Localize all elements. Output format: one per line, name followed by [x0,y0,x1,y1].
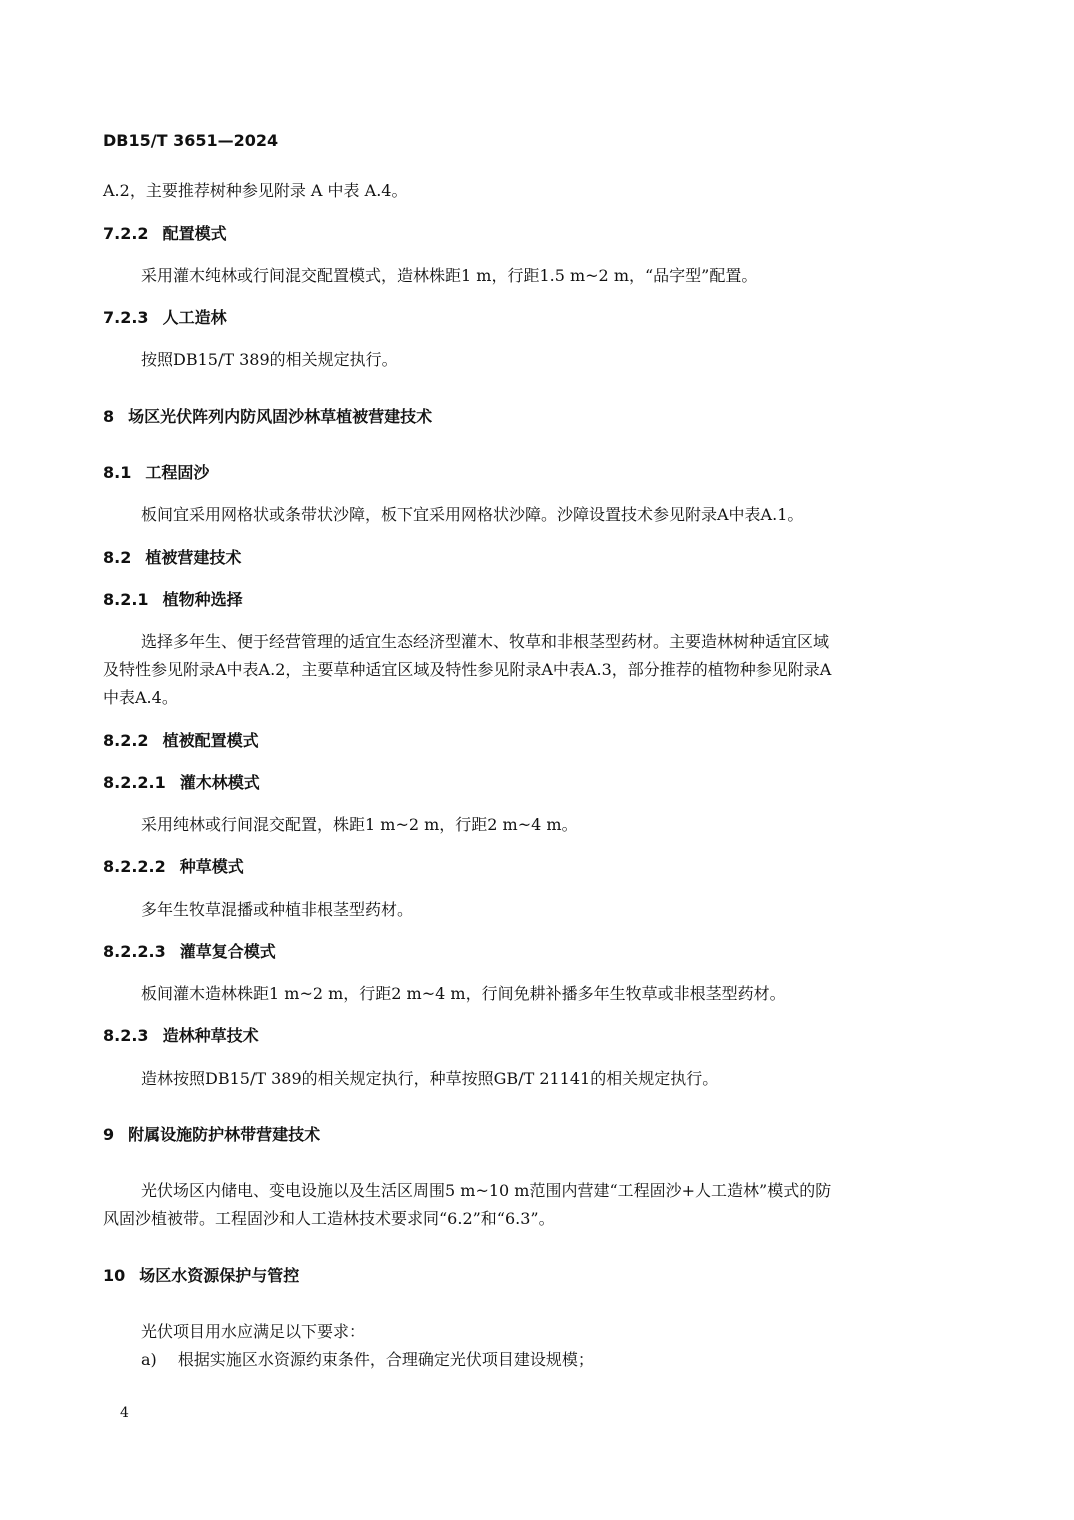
heading-number: 8.2.2.2 [103,857,166,876]
paragraph-8-2-1-line-2: 及特性参见附录A中表A.2，主要草种适宜区域及特性参见附录A中表A.3，部分推荐的植物种参见附录A [103,660,832,679]
heading-number: 10 [103,1266,126,1285]
paragraph-10: 光伏项目用水应满足以下要求： [141,1322,366,1341]
paragraph-7-2-2: 采用灌木纯林或行间混交配置模式，造林株距1 m，行距1.5 m~2 m，“品字型”配置。 [141,266,758,285]
heading-text: 场区水资源保护与管控 [139,1266,300,1285]
heading-number: 7.2.2 [103,224,149,243]
heading-text: 人工造林 [162,308,227,327]
heading-number: 8.2.2 [103,731,149,750]
paragraph-a2-continuation: A.2，主要推荐树种参见附录 A 中表 A.4。 [103,181,408,200]
heading-text: 种草模式 [179,857,244,876]
heading-8-1 [103,460,209,483]
heading-7-2-3 [103,305,227,328]
heading-10 [103,1263,299,1286]
paragraph-7-2-3: 按照DB15/T 389的相关规定执行。 [141,350,398,369]
document-code: DB15/T 3651—2024 [103,131,279,150]
paragraph-8-2-2-2: 多年生牧草混播或种植非根茎型药材。 [141,900,414,919]
heading-number: 9 [103,1125,115,1144]
heading-8 [103,404,432,427]
paragraph-9-line-2: 风固沙植被带。工程固沙和人工造林技术要求同“6.2”和“6.3”。 [103,1209,555,1228]
heading-9 [103,1122,320,1145]
page-number: 4 [120,1405,129,1421]
heading-8-2-2 [103,728,259,751]
heading-text: 植物种选择 [162,590,243,609]
heading-7-2-2 [103,221,227,244]
heading-8-2-2-2 [103,854,244,877]
heading-8-2-3 [103,1023,259,1046]
heading-number: 8.2.1 [103,590,149,609]
heading-8-2-2-3 [103,939,276,962]
list-item-a [141,1347,594,1370]
heading-text: 造林种草技术 [162,1026,259,1045]
heading-text: 灌木林模式 [179,773,260,792]
paragraph-9-line-1: 光伏场区内储电、变电设施以及生活区周围5 m~10 m范围内营建“工程固沙+人工造林”模式的防 [141,1181,832,1200]
paragraph-8-2-2-1: 采用纯林或行间混交配置，株距1 m~2 m，行距2 m~4 m。 [141,815,578,834]
heading-8-2-1 [103,587,243,610]
heading-number: 8.1 [103,463,132,482]
list-item-marker: a) [141,1350,157,1369]
paragraph-8-2-1-line-3: 中表A.4。 [103,688,178,707]
heading-number: 8.2.2.1 [103,773,166,792]
heading-text: 植被营建技术 [145,548,242,567]
heading-text: 植被配置模式 [162,731,259,750]
heading-number: 8.2.3 [103,1026,149,1045]
paragraph-8-2-2-3: 板间灌木造林株距1 m~2 m，行距2 m~4 m，行间免耕补播多年生牧草或非根茎型药材。 [141,984,786,1003]
paragraph-8-1: 板间宜采用网格状或条带状沙障，板下宜采用网格状沙障。沙障设置技术参见附录A中表A.1。 [141,505,804,524]
paragraph-8-2-1-line-1: 选择多年生、便于经营管理的适宜生态经济型灌木、牧草和非根茎型药材。主要造林树种适宜区域 [141,632,830,651]
heading-8-2-2-1 [103,770,260,793]
heading-text: 工程固沙 [145,463,210,482]
list-item-text: 根据实施区水资源约束条件，合理确定光伏项目建设规模； [177,1350,594,1369]
heading-text: 配置模式 [162,224,227,243]
heading-text: 附属设施防护林带营建技术 [128,1125,321,1144]
heading-text: 场区光伏阵列内防风固沙林草植被营建技术 [128,407,433,426]
heading-number: 7.2.3 [103,308,149,327]
heading-number: 8.2.2.3 [103,942,166,961]
heading-text: 灌草复合模式 [179,942,276,961]
heading-8-2 [103,545,241,568]
heading-number: 8 [103,407,115,426]
paragraph-8-2-3: 造林按照DB15/T 389的相关规定执行，种草按照GB/T 21141的相关规定执行。 [141,1069,719,1088]
heading-number: 8.2 [103,548,132,567]
